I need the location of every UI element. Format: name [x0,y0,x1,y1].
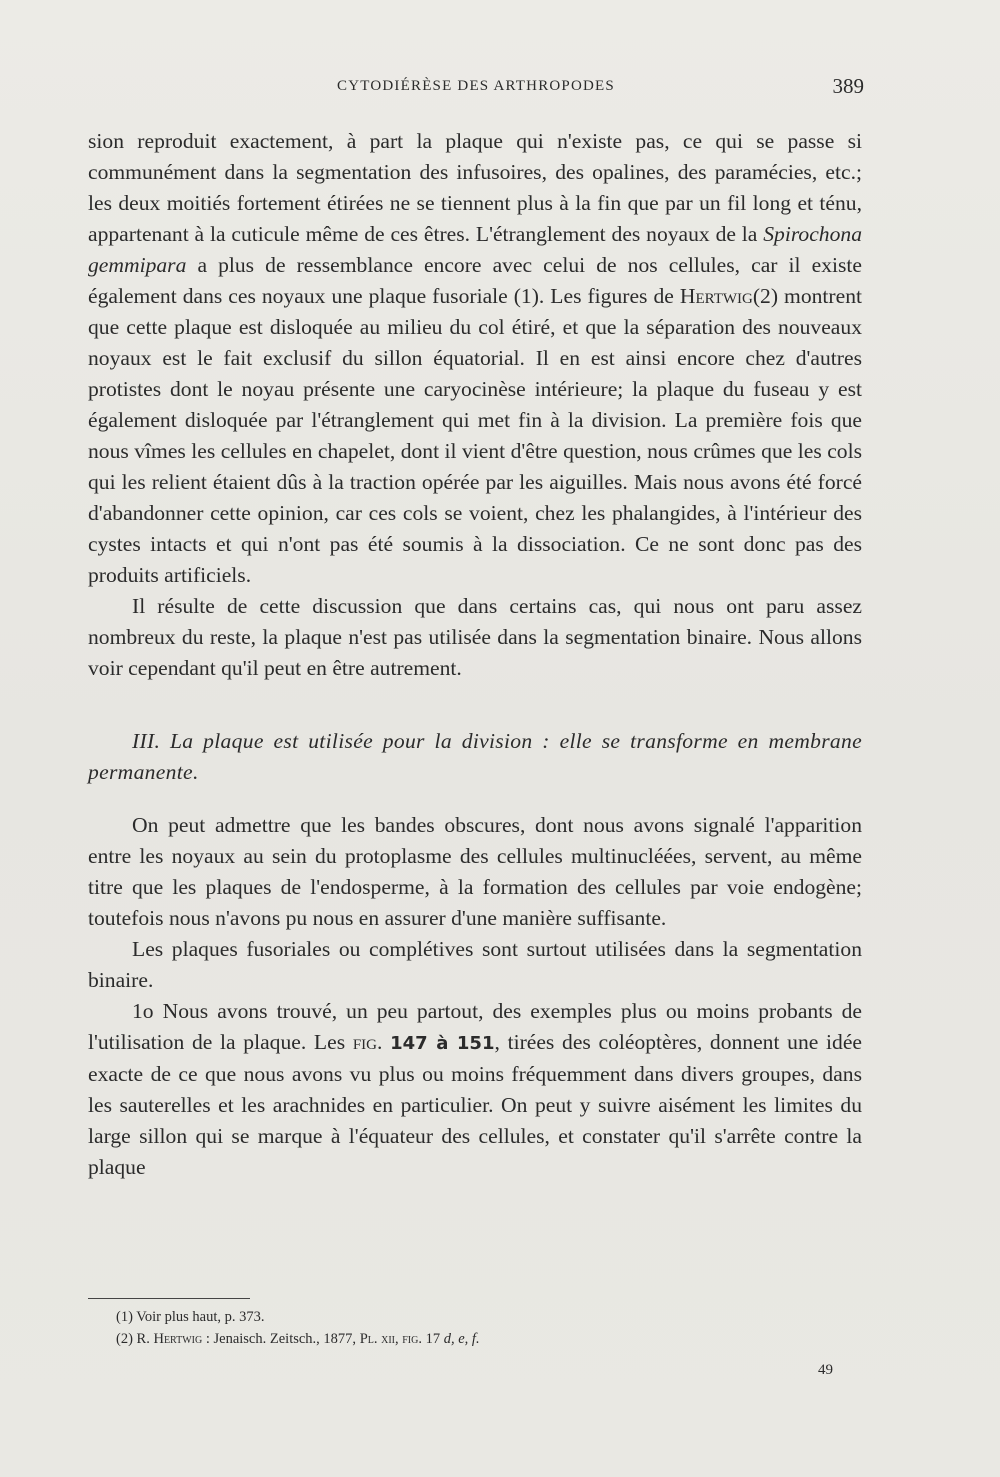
paragraph-2: Il résulte de cette discussion que dans certains cas, qui nous ont paru assez nombreux du reste, la plaque n'est pas utilisée dans la segmentation binaire. Nous allons voir cependant qu'il peut en être autrement. [88,594,862,680]
text-run: : Jenaisch. Zeitsch., 1877, [202,1331,360,1347]
text-run: sion reproduit exactement, à part la plaque qui n'existe pas, ce qui se passe si communément dans la segmentation des infusoires, des opalines, des paramécies, etc.; les deux moitiés fortement étirées ne se tiennent plus à la fin que par un fil long et ténu, appartenant à la cuticule même de ces êtres. L'étranglement des noyaux de la [88,129,862,246]
figure-label: fig. [352,1030,383,1054]
text-run: (2) R. [116,1331,154,1347]
text-run: 17 [421,1331,444,1347]
paragraph-1 [88,126,862,591]
signature-mark: 49 [818,1362,833,1378]
text-run: (2) montrent que cette plaque est disloquée au milieu du col étiré, et que la séparation des nouveaux noyaux est le fait exclusif du sillon équatorial. Il en est ainsi encore chez d'autres protistes dont le noyau présente une caryocinèse intérieure; la plaque du fuseau y est également disloquée par l'étranglement qui met fin à la division. La première fois que nous vîmes les cellules en chapelet, dont il vient d'être question, nous crûmes que les cols qui les relient étaient dûs à la traction opérée par les aiguilles. Mais nous avons été forcé d'abandonner cette opinion, car ces cols se voient, chez les phalangides, à l'intérieur des cystes intacts et qui n'ont pas été soumis à la dissociation. Ce ne sont donc pas des produits artificiels. [88,284,862,587]
paragraph-5 [88,996,862,1183]
footnotes [116,1306,816,1350]
paragraph-3: On peut admettre que les bandes obscures, dont nous avons signalé l'apparition entre les noyaux au sein du protoplasme des cellules multinucléées, servent, au même titre que les plaques de l'endosperme, à la formation des cellules par voie endogène; toutefois nous n'avons pu nous en assurer d'une manière suffisante. [88,813,862,930]
footnote-1: (1) Voir plus haut, p. 373. [116,1309,265,1325]
item-number: 1o [132,999,154,1023]
figure-letters: d, e, f. [443,1331,480,1347]
paragraph-4: Les plaques fusoriales ou complétives sont surtout utilisées dans la segmentation binaire. [88,937,862,992]
author-name: Hertwig [153,1331,203,1347]
text-run: a plus de ressemblance encore avec celui de nos cellules, car il existe également dans ces noyaux une plaque fusoriale (1). Les figures de [88,253,862,308]
section-heading: III. La plaque est utilisée pour la division : elle se transforme en membrane permanente. [88,729,862,784]
text-run: , tirées des coléoptères, donnent une idée exacte de ce que nous avons vu plus ou moins fréquemment dans divers groupes, dans les sauterelles et les arachnides en particulier. On peut y suivre aisément les limites du large sillon qui se marque à l'équateur des cellules, et constater qu'il s'arrête contre la plaque [88,1030,862,1179]
page-number: 389 [832,74,864,98]
plate-reference: Pl. xii, fig. [359,1331,422,1347]
page-body [88,126,862,1183]
author-name: Hertwig [679,284,753,308]
figure-range: 147 à 151 [390,1033,495,1054]
footnote-2 [116,1328,816,1350]
text-run: Nous avons trouvé, un peu partout, des exemples plus ou moins probants de l'utilisation de la plaque. Les [88,999,862,1054]
footnote-divider [88,1298,250,1299]
page-header [88,74,864,104]
running-title: CYTODIÉRÈSE DES ARTHROPODES [337,78,615,94]
species-name: Spirochona gemmipara [88,222,862,277]
